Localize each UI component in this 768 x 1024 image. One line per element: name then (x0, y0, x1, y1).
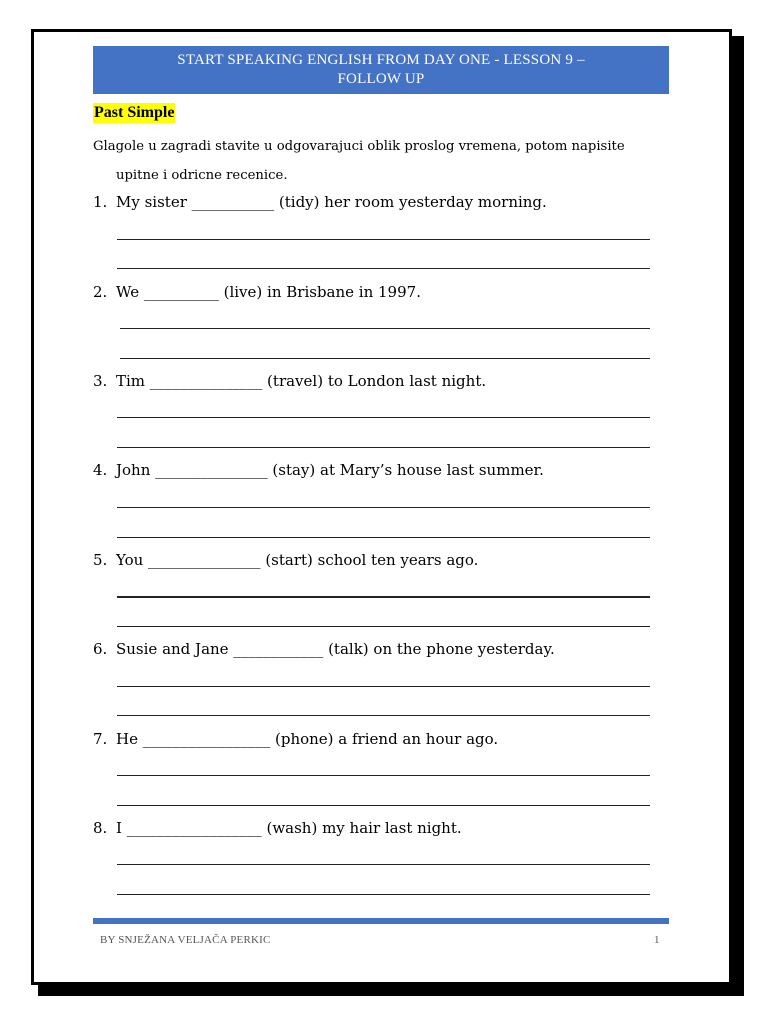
answer-line (120, 328, 650, 329)
exercise-text: I __________________ (wash) my hair last night. (116, 819, 462, 837)
exercise-6 (93, 639, 555, 659)
answer-line (117, 805, 650, 806)
exercise-5 (93, 550, 478, 570)
answer-line (117, 417, 650, 418)
exercise-text: We __________ (live) in Brisbane in 1997. (116, 283, 421, 301)
answer-line (117, 596, 650, 598)
exercise-1 (93, 192, 547, 212)
exercise-text: John _______________ (stay) at Mary’s house last summer. (116, 461, 544, 479)
exercise-number: 6. (93, 640, 108, 658)
answer-line (117, 626, 650, 627)
answer-line (117, 507, 650, 508)
answer-line (117, 686, 650, 687)
header-line-1: START SPEAKING ENGLISH FROM DAY ONE - LESSON 9 – (177, 52, 585, 68)
instructions (93, 132, 683, 190)
exercise-number: 3. (93, 372, 108, 390)
exercise-text: Susie and Jane ____________ (talk) on the phone yesterday. (116, 640, 555, 658)
exercise-text: My sister ___________ (tidy) her room yesterday morning. (116, 193, 547, 211)
answer-line (117, 537, 650, 538)
answer-line (117, 715, 650, 716)
answer-line (117, 239, 650, 240)
instructions-line-2: upitne i odricne recenice. (116, 168, 288, 183)
answer-line (120, 358, 650, 359)
answer-line (117, 268, 650, 269)
exercise-2 (93, 282, 421, 302)
exercise-text: Tim _______________ (travel) to London last night. (116, 372, 487, 390)
exercise-number: 1. (93, 193, 108, 211)
exercise-number: 8. (93, 819, 108, 837)
exercise-number: 4. (93, 461, 108, 479)
exercise-text: You _______________ (start) school ten years ago. (116, 551, 479, 569)
section-title: Past Simple (94, 104, 175, 121)
answer-line (117, 447, 650, 448)
instructions-line-1: Glagole u zagradi stavite u odgovarajuci oblik proslog vremena, potom napisite (93, 139, 625, 154)
footer-bar (93, 918, 669, 924)
exercise-text: He _________________ (phone) a friend an hour ago. (116, 730, 499, 748)
exercise-8 (93, 818, 462, 838)
page-number: 1 (654, 934, 660, 946)
header-line-2: FOLLOW UP (337, 71, 425, 87)
exercise-number: 5. (93, 551, 108, 569)
footer-author: BY SNJEŽANA VELJAČA PERKIC (100, 934, 271, 946)
answer-line (117, 775, 650, 776)
answer-line (117, 864, 650, 865)
exercise-7 (93, 729, 498, 749)
exercise-number: 7. (93, 730, 108, 748)
exercise-3 (93, 371, 486, 391)
lesson-header (93, 46, 669, 94)
exercise-number: 2. (93, 283, 108, 301)
answer-line (117, 894, 650, 895)
exercise-4 (93, 460, 544, 480)
